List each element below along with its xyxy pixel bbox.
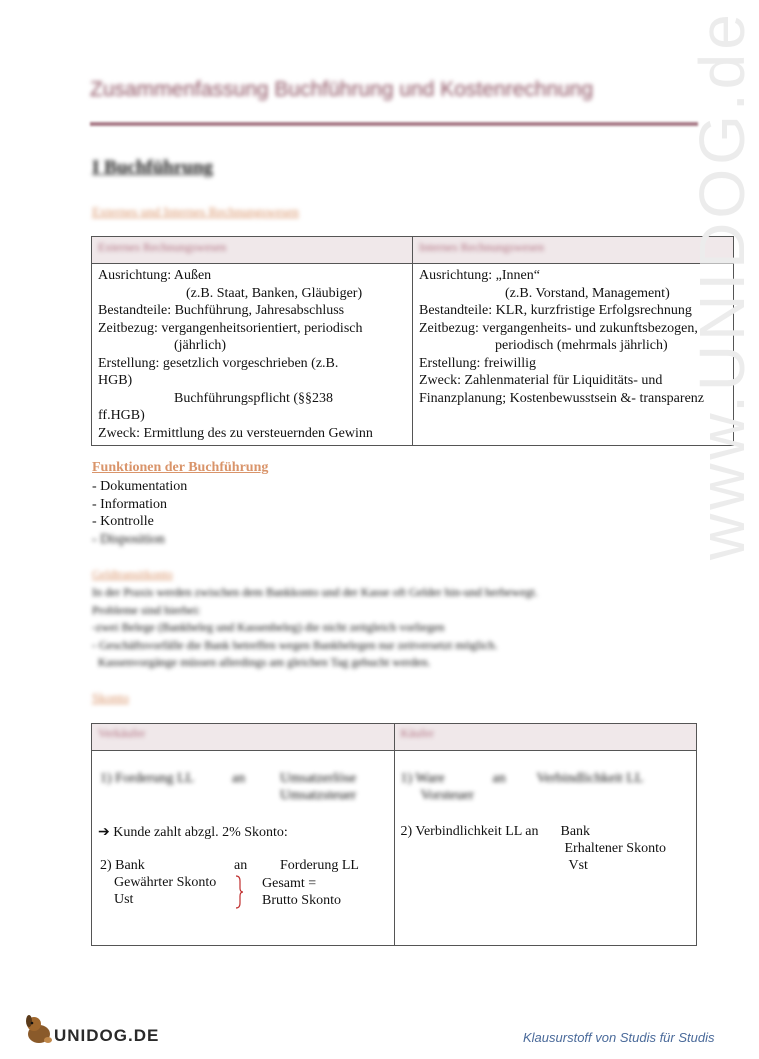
- skonto-heading: Skonto: [92, 690, 129, 705]
- list-item: - Disposition: [92, 531, 165, 547]
- geldtransit-heading: Geldtransitkonto: [92, 567, 173, 581]
- funktionen-heading: Funktionen der Buchführung: [92, 460, 269, 475]
- k-row1-an: an: [492, 771, 506, 786]
- v-row2-an: an: [234, 858, 248, 873]
- rw-line: Finanzplanung; Kostenbewusstsein &- transparenz: [419, 390, 704, 406]
- funktionen-list: [92, 478, 187, 548]
- k-row2-c: Erhaltener Skonto: [564, 841, 666, 856]
- rw-line: Zeitbezug: vergangenheitsorientiert, periodisch: [98, 320, 363, 336]
- k-row1-a: 1) Ware: [400, 771, 445, 786]
- paragraph-line: -zwei Belege (Bankbeleg und Kassenbeleg) die nicht zeitgleich vorliegen: [92, 620, 445, 634]
- rw-line: Buchführungspflicht (§§238: [174, 390, 334, 406]
- k-row2-b: Bank: [560, 824, 591, 839]
- v-gesamt-line1: Gesamt =: [262, 876, 317, 891]
- rw-line: Ausrichtung: „Innen“: [419, 268, 540, 283]
- rw-line: Erstellung: gesetzlich vorgeschrieben (z.B.: [98, 355, 339, 371]
- paragraph-line: Probleme sind hierbei:: [92, 602, 201, 617]
- curly-brace-icon: [234, 875, 244, 909]
- list-item: - Kontrolle: [92, 514, 154, 529]
- logo-text: UNIDOG.DE: [54, 1026, 160, 1045]
- paragraph-line: In der Praxis werden zwischen dem Bankkonto und der Kasse oft Gelder hin-und herbewegt.: [92, 585, 538, 599]
- subheading-rechnungswesen: Externes und Internes Rechnungswesen: [92, 204, 299, 219]
- v-row2-d: Ust: [114, 892, 134, 907]
- rw-line: periodisch (mehrmals jährlich): [495, 338, 668, 353]
- v-row2-c: Gewährter Skonto: [114, 875, 217, 890]
- watermark: www.UNIDOG.de: [686, 10, 758, 560]
- rw-col2-header: Internes Rechnungswesen: [413, 237, 734, 264]
- k-row1-b: Verbindlichkeit LL: [536, 771, 644, 786]
- rechnungswesen-table: [91, 236, 734, 446]
- dog-logo-icon: [22, 1012, 54, 1046]
- k-row2-d: Vst: [568, 858, 588, 873]
- geldtransit-text: [92, 584, 692, 672]
- skonto-table: [91, 723, 697, 946]
- rw-line: Zweck: Zahlenmaterial für Liquiditäts- und: [419, 373, 663, 388]
- list-item: - Information: [92, 496, 168, 512]
- paragraph-line: Kassenvorgänge müssen allerdings am gleichen Tag gebucht werden.: [92, 655, 431, 669]
- document-title: Zusammenfassung Buchführung und Kostenrechnung: [90, 78, 594, 101]
- rw-line: Ausrichtung: Außen: [98, 268, 212, 283]
- paragraph-line: - Geschäftsvorfälle die Bank betreffen wegen Bankbelegen nur zeitversetzt möglich.: [92, 637, 498, 652]
- rw-line: (z.B. Vorstand, Management): [505, 285, 670, 301]
- verkaeufer-cell: [92, 751, 395, 946]
- v-row1-an: an: [232, 771, 246, 786]
- k-row1-c: Vorsteuer: [420, 788, 474, 803]
- arrow-right-icon: ➔: [98, 825, 114, 840]
- rw-line: HGB): [98, 373, 133, 388]
- v-row1-c: Umsatzsteuer: [280, 788, 357, 803]
- kaeufer-cell: [394, 751, 697, 946]
- title-divider: [90, 122, 698, 126]
- rw-line: ff.HGB): [98, 408, 145, 423]
- v-row2-b: Forderung LL: [280, 858, 359, 873]
- v-row2-a: 2) Bank: [100, 858, 145, 873]
- rw-line: Bestandteile: KLR, kurzfristige Erfolgsrechnung: [419, 303, 692, 318]
- rw-line: (jährlich): [174, 338, 227, 353]
- rw-line: (z.B. Staat, Banken, Gläubiger): [186, 285, 363, 301]
- v-row1-a: 1) Forderung LL: [100, 771, 195, 786]
- verkaeufer-header: Verkäufer: [92, 724, 395, 751]
- footer-tagline: Klausurstoff von Studis für Studis: [523, 1030, 715, 1045]
- k-row2-a: 2) Verbindlichkeit LL an: [400, 824, 539, 839]
- list-item: - Dokumentation: [92, 479, 188, 494]
- rw-line: Erstellung: freiwillig: [419, 355, 537, 371]
- rw-line: Zweck: Ermittlung des zu versteuernden Gewinn: [98, 425, 373, 441]
- rw-line: Bestandteile: Buchführung, Jahresabschluss: [98, 303, 345, 318]
- v-note: ➔ Kunde zahlt abzgl. 2% Skonto:: [98, 825, 288, 840]
- rw-line: Zeitbezug: vergangenheits- und zukunftsbezogen,: [419, 320, 698, 336]
- v-gesamt-line2: Brutto Skonto: [262, 893, 341, 908]
- kaeufer-header: Käufer: [394, 724, 697, 751]
- rw-col1-header: Externes Rechnungswesen: [92, 237, 413, 264]
- v-row1-b: Umsatzerlöse: [280, 771, 357, 786]
- rw-col1-cell: [92, 264, 413, 446]
- section-heading: I Buchführung: [92, 157, 213, 178]
